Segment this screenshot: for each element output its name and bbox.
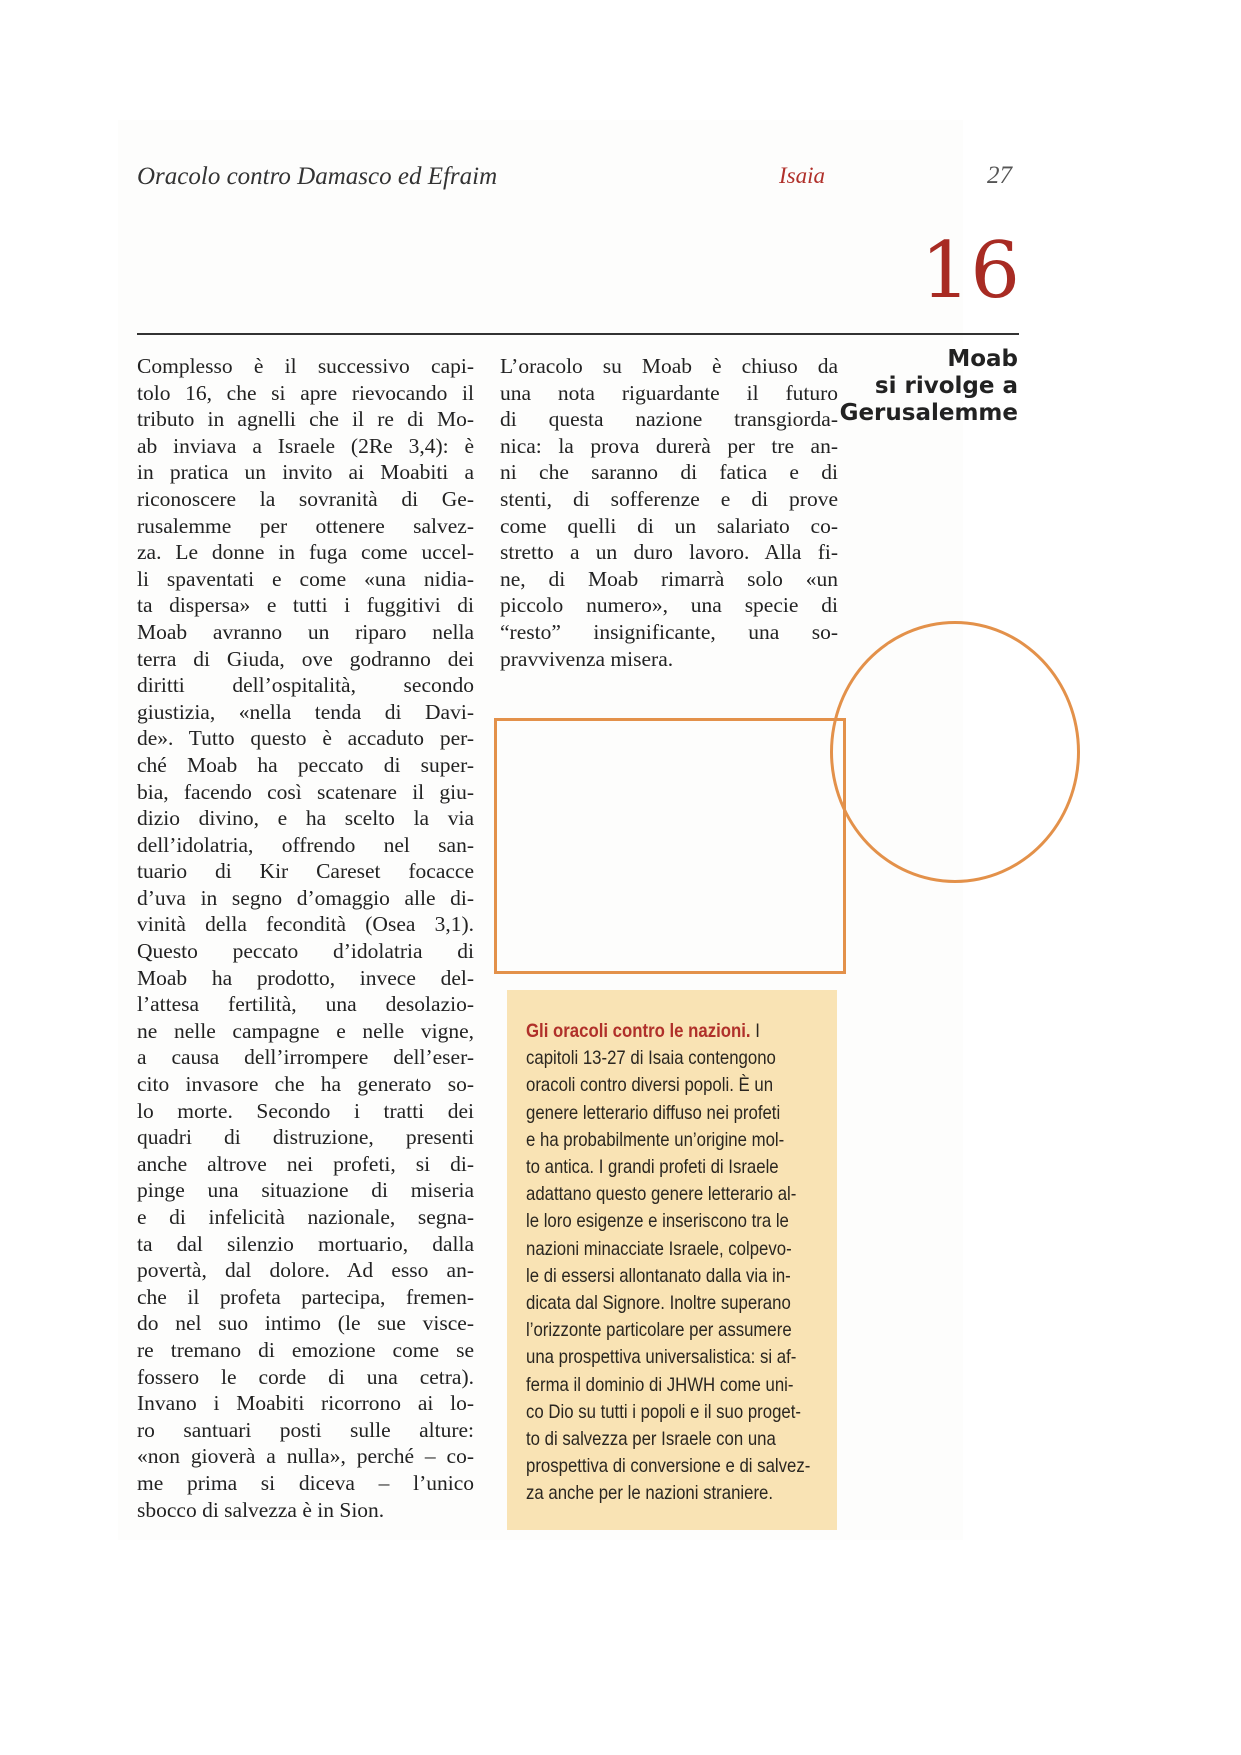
text-line: tributo in agnelli che il re di Mo- xyxy=(137,407,474,432)
inset-line: genere letterario diffuso nei profeti xyxy=(526,1101,781,1124)
text-line: sbocco di salvezza è in Sion. xyxy=(137,1497,385,1522)
text-line: ne nelle campagne e nelle vigne, xyxy=(137,1018,474,1043)
text-line: “resto” insignificante, una so- xyxy=(500,619,838,644)
text-line: ro santuari posti sulle alture: xyxy=(137,1417,474,1442)
text-line: che il profeta partecipa, fremen- xyxy=(137,1284,474,1309)
inset-line: za anche per le nazioni straniere. xyxy=(526,1482,774,1505)
text-line: a causa dell’irrompere dell’eser- xyxy=(137,1045,474,1070)
text-line: cito invasore che ha generato so- xyxy=(137,1072,474,1097)
page-number: 27 xyxy=(987,162,1012,189)
text-line: come quelli di un salariato co- xyxy=(500,513,838,538)
text-line: tuario di Kir Careset focacce xyxy=(137,859,474,884)
text-line: de». Tutto questo è accaduto per- xyxy=(137,726,474,751)
text-line: nica: la prova durerà per tre an- xyxy=(500,433,838,458)
text-line: quadri di distruzione, presenti xyxy=(137,1125,474,1150)
inset-first-line xyxy=(526,1018,777,1045)
text-line: riconoscere la sovranità di Ge- xyxy=(137,486,474,511)
inset-line: le loro esigenze e inseriscono tra le xyxy=(526,1210,789,1233)
text-line: re tremano di emozione come se xyxy=(137,1337,474,1362)
inset-line: nazioni minacciate Israele, colpevo- xyxy=(526,1237,792,1260)
inset-first-line-rest: I xyxy=(750,1020,760,1042)
book-name: Isaia xyxy=(779,163,825,188)
inset-line: ferma il dominio di JHWH come uni- xyxy=(526,1373,794,1396)
text-column-2 xyxy=(500,353,838,672)
inset-line: una prospettiva universalistica: si af- xyxy=(526,1346,797,1369)
text-line: za. Le donne in fuga come uccel- xyxy=(137,540,474,565)
text-line: pravvivenza misera. xyxy=(500,646,674,671)
side-title xyxy=(830,346,1018,427)
annotation-circle xyxy=(830,621,1080,883)
text-line: L’oracolo su Moab è chiuso da xyxy=(500,354,838,378)
text-line: vinità della fecondità (Osea 3,1). xyxy=(137,912,474,937)
text-line: piccolo numero», una specie di xyxy=(500,593,838,618)
inset-text xyxy=(526,1018,811,1508)
inset-line: oracoli contro diversi popoli. È un xyxy=(526,1074,774,1097)
text-line: terra di Giuda, ove godranno dei xyxy=(137,646,474,671)
text-line: povertà, dal dolore. Ad esso an- xyxy=(137,1258,474,1283)
text-line: Questo peccato d’idolatria di xyxy=(137,939,474,964)
inset-line: to antica. I grandi profeti di Israele xyxy=(526,1156,779,1179)
side-title-line: Gerusalemme xyxy=(839,400,1018,426)
text-line: e di infelicità nazionale, segna- xyxy=(137,1205,474,1229)
chapter-number: 16 xyxy=(920,226,1020,316)
inset-line: dicata dal Signore. Inoltre superano xyxy=(526,1292,791,1315)
text-line: diritti dell’ospitalità, secondo xyxy=(137,673,474,698)
text-line: Moab ha prodotto, invece del- xyxy=(137,965,474,990)
text-line: l’attesa fertilità, una desolazio- xyxy=(137,992,474,1017)
text-line: ta dispersa» e tutti i fuggitivi di xyxy=(137,593,474,618)
inset-line: prospettiva di conversione e di salvez- xyxy=(526,1455,811,1478)
text-line: do nel suo intimo (le sue visce- xyxy=(137,1311,474,1336)
text-line: ab inviava a Israele (2Re 3,4): è xyxy=(137,433,474,458)
side-title-line: Moab xyxy=(947,346,1018,372)
text-line: ta dal silenzio mortuario, dalla xyxy=(137,1231,474,1256)
text-line: rusalemme per ottenere salvez- xyxy=(137,513,474,538)
text-line: in pratica un invito ai Moabiti a xyxy=(137,460,474,485)
inset-line: to di salvezza per Israele con una xyxy=(526,1428,776,1451)
text-line: giustizia, «nella tenda di Davi- xyxy=(137,699,474,724)
side-title-line: si rivolge a xyxy=(874,373,1018,399)
inset-line: le di essersi allontanato dalla via in- xyxy=(526,1264,791,1287)
inset-line: co Dio su tutti i popoli e il suo proget- xyxy=(526,1400,801,1423)
annotation-rectangle xyxy=(494,718,846,974)
text-line: Invano i Moabiti ricorrono ai lo- xyxy=(137,1391,474,1416)
text-column-1 xyxy=(137,353,474,1523)
text-line: anche altrove nei profeti, si di- xyxy=(137,1151,474,1176)
text-line: li spaventati e come «una nidia- xyxy=(137,566,474,591)
text-line: ni che saranno di fatica e di xyxy=(500,460,838,485)
text-line: fossero le corde di una cetra). xyxy=(137,1364,474,1389)
text-line: lo morte. Secondo i tratti dei xyxy=(137,1098,474,1123)
text-line: una nota riguardante il futuro xyxy=(500,380,838,405)
text-line: dizio divino, e ha scelto la via xyxy=(137,806,474,831)
text-line: di questa nazione transgiorda- xyxy=(500,407,838,432)
text-line: tolo 16, che si apre rievocando il xyxy=(137,380,474,405)
inset-line: capitoli 13-27 di Isaia contengono xyxy=(526,1047,776,1070)
running-title: Oracolo contro Damasco ed Efraim xyxy=(137,163,498,190)
text-line: me prima si diceva – l’unico xyxy=(137,1470,474,1495)
text-line: d’uva in segno d’omaggio alle di- xyxy=(137,885,474,910)
inset-title: Gli oracoli contro le nazioni. xyxy=(526,1020,751,1042)
text-line: Moab avranno un riparo nella xyxy=(137,619,474,644)
text-line: ché Moab ha peccato di super- xyxy=(137,752,474,777)
inset-line: l’orizzonte particolare per assumere xyxy=(526,1319,792,1342)
text-line: bia, facendo così scatenare il giu- xyxy=(137,779,474,804)
inset-line: adattano questo genere letterario al- xyxy=(526,1183,797,1206)
text-line: «non gioverà a nulla», perché – co- xyxy=(137,1444,474,1469)
text-line: stenti, di sofferenze e di prove xyxy=(500,486,838,511)
text-line: stretto a un duro lavoro. Alla fi- xyxy=(500,540,838,565)
text-line: dell’idolatria, offrendo nel san- xyxy=(137,832,474,857)
text-line: ne, di Moab rimarrà solo «un xyxy=(500,566,838,591)
text-line: pinge una situazione di miseria xyxy=(137,1178,474,1203)
header-rule xyxy=(137,333,1019,335)
inset-line: e ha probabilmente un’origine mol- xyxy=(526,1128,785,1151)
text-line: Complesso è il successivo capi- xyxy=(137,354,474,378)
